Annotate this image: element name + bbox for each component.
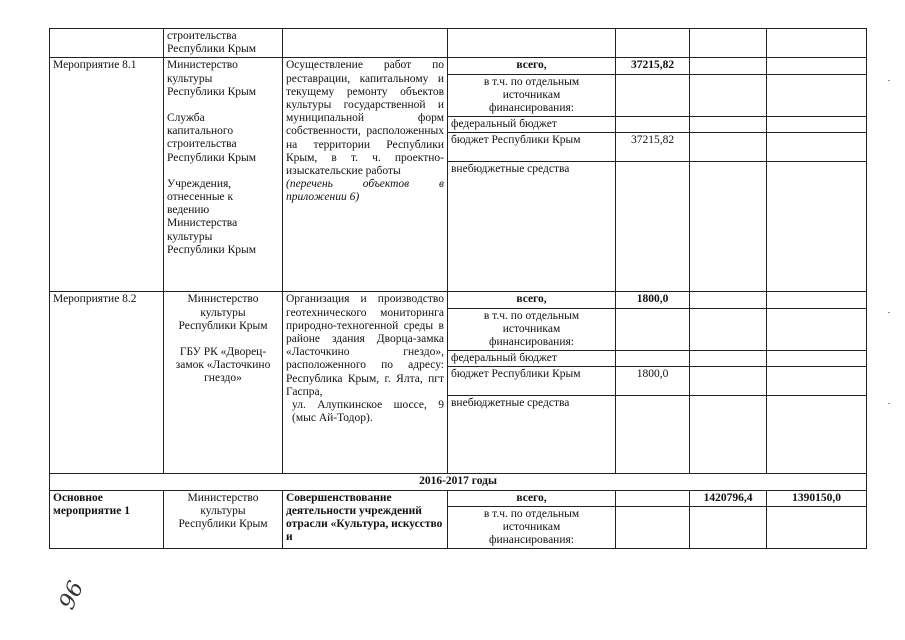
cell-value-3: [767, 367, 867, 396]
cell-value-1: [616, 490, 690, 506]
value-total-2: 1420796,4: [690, 490, 767, 506]
cell-value-1: [616, 29, 690, 58]
cell-value-2: [690, 292, 767, 308]
value-total-3: 1390150,0: [767, 490, 867, 506]
section-title: 2016-2017 годы: [50, 474, 867, 490]
description-note: (перечень объектов в приложении 6): [286, 178, 444, 204]
source-extrabudget: внебюджетные средства: [448, 396, 616, 474]
description-address: ул. Алупкинское шоссе, 9 (мыс Ай-Тодор).: [292, 399, 444, 425]
margin-mark: [888, 403, 890, 404]
page-number-handwritten: 96: [54, 577, 90, 614]
cell-value-2: [690, 308, 767, 351]
value-total: 37215,82: [616, 58, 690, 74]
source-total: всего,: [448, 292, 616, 308]
cell-value-3: [767, 308, 867, 351]
cell-value-2: [690, 506, 767, 549]
table-row: [50, 58, 867, 74]
cell-name: [50, 29, 164, 58]
source-regional: бюджет Республики Крым: [448, 367, 616, 396]
cell-value-2: [690, 58, 767, 74]
cell-value-1: [616, 308, 690, 351]
source-total: всего,: [448, 58, 616, 74]
cell-value-2: [690, 396, 767, 474]
description-text: Организация и производство геотехнического мониторинга природно-техногенной среды в районе здания Дворца-замка «Ласточкино гнездо», расположенного по адресу: Республика Крым, г. Ялта, пгт Гаспра,: [286, 293, 444, 398]
cell-value-3: [767, 396, 867, 474]
cell-description: [283, 58, 448, 292]
cell-name: Мероприятие 8.1: [50, 58, 164, 292]
source-total: всего,: [448, 490, 616, 506]
source-extrabudget: внебюджетные средства: [448, 162, 616, 292]
cell-value-3: [767, 351, 867, 367]
cell-executor: [164, 292, 283, 474]
cell-description: Совершенствование деятельности учреждений отрасли «Культура, искусство и: [283, 490, 448, 549]
source-federal: федеральный бюджет: [448, 117, 616, 133]
cell-value-1: [616, 506, 690, 549]
source-regional: бюджет Республики Крым: [448, 133, 616, 162]
executor-2: ГБУ РК «Дворец- замок «Ласточкино гнездо»: [175, 346, 271, 385]
table-row: [50, 474, 867, 490]
description-text: Осуществление работ по реставрации, капитальному и текущему ремонту объектов культуры государственной и муниципальной форм собственности, расположенных на территории Республики Крым, в т. ч. проектно-изыскательские работы: [286, 59, 444, 178]
table-row: [50, 490, 867, 506]
cell-description: [283, 29, 448, 58]
cell-value-1: [616, 351, 690, 367]
source-breakdown: в т.ч. по отдельным источникам финансирования:: [448, 308, 616, 351]
cell-value-3: [767, 292, 867, 308]
table-row: [50, 29, 867, 58]
cell-executor: строительства Республики Крым: [164, 29, 283, 58]
executor-3: Учреждения, отнесенные к ведению Министерства культуры Республики Крым: [167, 177, 256, 256]
cell-description: [283, 292, 448, 474]
value-total: 1800,0: [616, 292, 690, 308]
cell-source: [448, 29, 616, 58]
cell-name: Основное мероприятие 1: [50, 490, 164, 549]
cell-executor: Министерство культуры Республики Крым: [164, 490, 283, 549]
source-breakdown: в т.ч. по отдельным источникам финансирования:: [448, 74, 616, 117]
cell-value-1: [616, 396, 690, 474]
cell-value-2: [690, 162, 767, 292]
cell-value-2: [690, 29, 767, 58]
cell-value-2: [690, 367, 767, 396]
executor-1: Министерство культуры Республики Крым: [178, 293, 268, 332]
value-regional: 37215,82: [616, 133, 690, 162]
cell-value-2: [690, 133, 767, 162]
cell-value-2: [690, 117, 767, 133]
margin-mark: [888, 312, 890, 313]
cell-value-1: [616, 162, 690, 292]
table-row: [50, 292, 867, 308]
cell-value-3: [767, 506, 867, 549]
cell-name: Мероприятие 8.2: [50, 292, 164, 474]
cell-executor: [164, 58, 283, 292]
value-regional: 1800,0: [616, 367, 690, 396]
source-breakdown: в т.ч. по отдельным источникам финансирования:: [448, 506, 616, 549]
cell-value-3: [767, 58, 867, 74]
cell-value-2: [690, 351, 767, 367]
cell-value-3: [767, 162, 867, 292]
source-federal: федеральный бюджет: [448, 351, 616, 367]
cell-value-3: [767, 74, 867, 117]
cell-value-3: [767, 29, 867, 58]
executor-2: Служба капитального строительства Республики Крым: [167, 112, 256, 164]
program-table: [49, 28, 867, 549]
margin-mark: [888, 80, 890, 81]
cell-value-1: [616, 74, 690, 117]
cell-value-2: [690, 74, 767, 117]
cell-value-3: [767, 133, 867, 162]
cell-value-1: [616, 117, 690, 133]
cell-value-3: [767, 117, 867, 133]
executor-1: Министерство культуры Республики Крым: [167, 59, 256, 98]
